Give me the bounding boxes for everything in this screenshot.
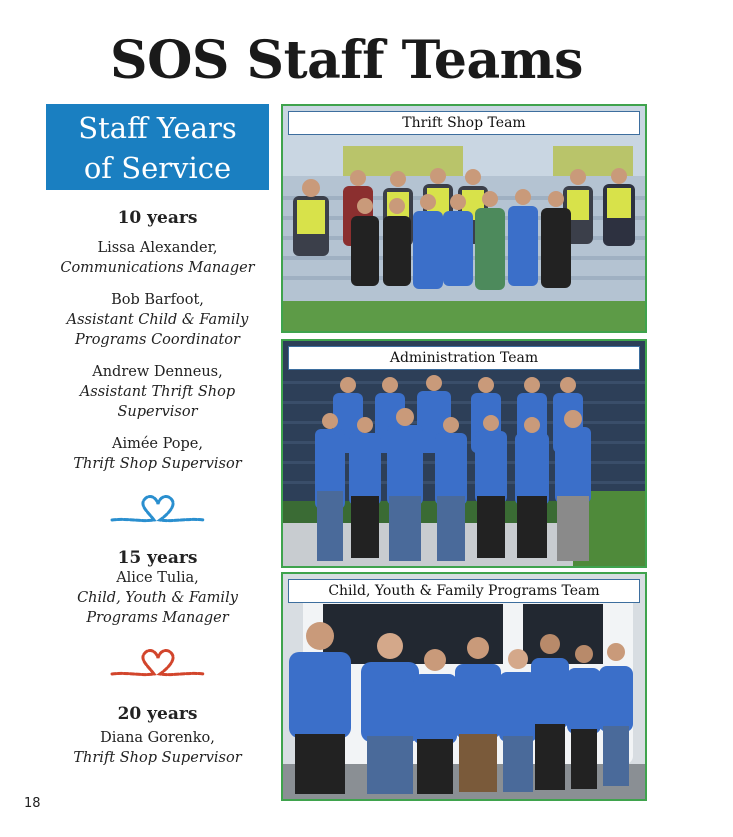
box-title-line2: of Service bbox=[83, 151, 232, 185]
group-heading: 10 years bbox=[117, 208, 198, 228]
staff-role: Communications Manager bbox=[60, 260, 255, 276]
programs-photo-image bbox=[283, 574, 645, 799]
staff-role: Programs Coordinator bbox=[75, 332, 240, 348]
staff-name: Alice Tulia, bbox=[116, 570, 199, 586]
staff-name: Lissa Alexander, bbox=[97, 240, 218, 256]
group-heading: 20 years bbox=[117, 704, 198, 724]
group-heading: 15 years bbox=[117, 548, 198, 568]
administration-photo-image bbox=[283, 341, 645, 566]
staff-name: Aimée Pope, bbox=[111, 436, 203, 452]
staff-role: Supervisor bbox=[117, 404, 198, 420]
staff-entry bbox=[46, 728, 269, 768]
staff-name: Diana Gorenko, bbox=[100, 730, 215, 746]
staff-role: Thrift Shop Supervisor bbox=[73, 456, 242, 472]
blue-heart-icon bbox=[108, 492, 208, 532]
staff-role: Child, Youth & Family bbox=[77, 590, 238, 606]
staff-name: Bob Barfoot, bbox=[111, 292, 204, 308]
staff-entry bbox=[46, 434, 269, 474]
thrift-shop-photo-image bbox=[283, 106, 645, 331]
administration-team-photo bbox=[281, 339, 647, 568]
staff-entry bbox=[46, 568, 269, 628]
staff-role: Thrift Shop Supervisor bbox=[73, 750, 242, 766]
group-10-years bbox=[46, 208, 269, 474]
staff-role: Programs Manager bbox=[86, 610, 229, 626]
group-20-years bbox=[46, 704, 269, 768]
page-number: 18 bbox=[24, 796, 41, 811]
staff-entry bbox=[46, 290, 269, 350]
years-of-service-box bbox=[46, 104, 269, 190]
staff-entry bbox=[46, 238, 269, 278]
thrift-shop-team-photo bbox=[281, 104, 647, 333]
box-title-line1: Staff Years bbox=[78, 111, 237, 145]
staff-role: Assistant Thrift Shop bbox=[79, 384, 236, 400]
staff-entry bbox=[46, 362, 269, 422]
child-youth-family-team-photo bbox=[281, 572, 647, 801]
page-title: SOS Staff Teams bbox=[110, 30, 583, 91]
red-heart-icon bbox=[108, 646, 208, 686]
staff-name: Andrew Denneus, bbox=[92, 364, 223, 380]
photo-caption: Child, Youth & Family Programs Team bbox=[288, 579, 640, 603]
photo-caption: Administration Team bbox=[288, 346, 640, 370]
group-15-years bbox=[46, 548, 269, 628]
staff-role: Assistant Child & Family bbox=[66, 312, 249, 328]
photo-caption: Thrift Shop Team bbox=[288, 111, 640, 135]
